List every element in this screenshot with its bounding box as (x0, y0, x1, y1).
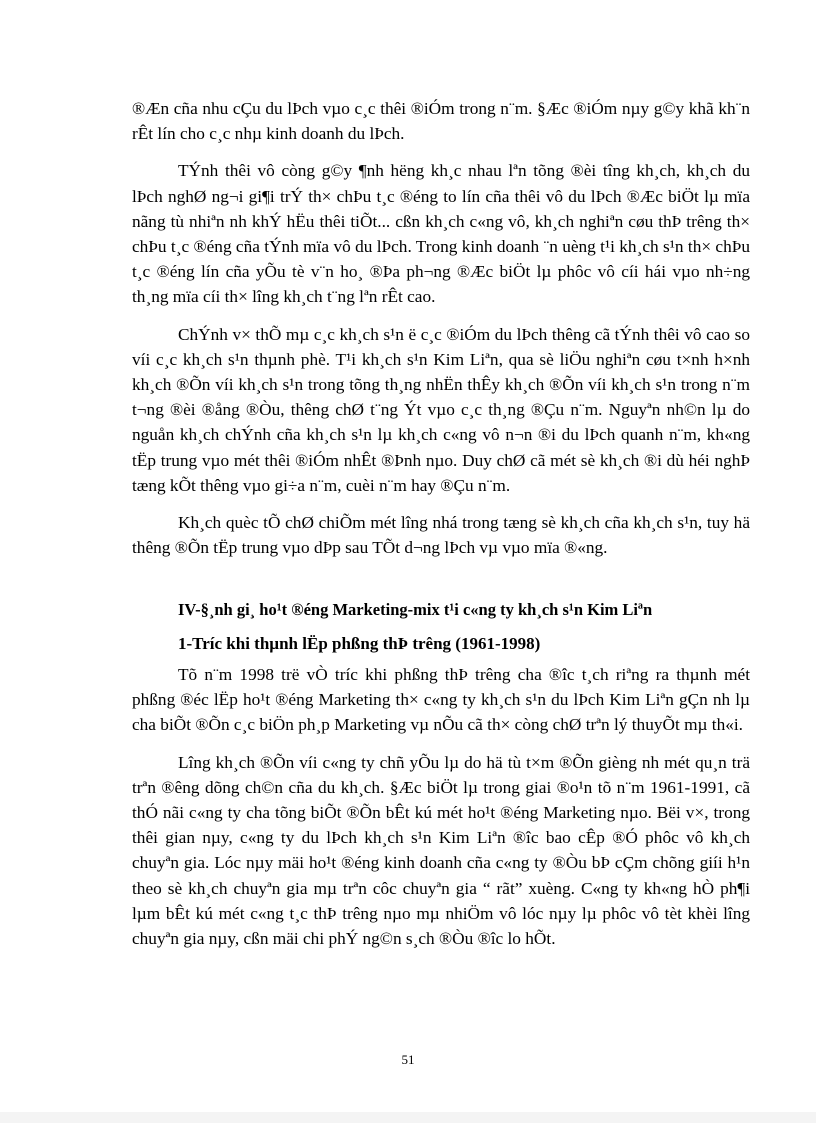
subheading-title: 1-Tríc khi thµnh lËp phßng thÞ trêng (178, 634, 456, 653)
page-bottom-band (0, 1112, 816, 1123)
subheading (178, 634, 738, 654)
paragraph-2: TÝnh thêi vô còng g©y ¶nh hëng kh¸c nhau lªn tõng ®èi tîng kh¸ch, kh¸ch du lÞch nghØ ng¬i gi¶i trÝ th× chÞu t¸c ®éng to lín cña thêi vô du lÞch ®Æc biÖt lµ mïa nãng tù nhiªn nh khÝ hËu thêi tiÕt... cßn kh¸ch c«ng vô, kh¸ch nghiªn cøu thÞ trêng th× chÞu t¸c ®éng cña tÝnh mïa vô du lÞch. Trong kinh doanh ¨n uèng t¹i kh¸ch s¹n th× chÞu t¸c ®éng lín cña yÕu tè v¨n ho¸ ®Þa ph¬ng ®Æc biÖt lµ phôc vô cíi hái vµo nh÷ng th¸ng mïa cíi th× lîng kh¸ch t¨ng lªn rÊt cao. (132, 161, 750, 307)
paragraph-5: Tõ n¨m 1998 trë vÒ tríc khi phßng thÞ trêng cha ®îc t¸ch riªng ra thµnh mét phßng ®éc lËp ho¹t ®éng Marketing th× c«ng ty kh¸ch s¹n du lÞch Kim Liªn gÇn nh lµ cha biÕt ®Õn c¸c biÖn ph¸p Marketing vµ nÕu cã th× còng chØ trªn lý thuyÕt mµ th«i. (132, 665, 750, 735)
section-heading: IV-§¸nh gi¸ ho¹t ®éng Marketing-mix t¹i c«ng ty kh¸ch s¹n Kim Liªn (178, 600, 653, 619)
subheading-years: (1961-1998) (455, 634, 541, 653)
body-text-bottom (132, 662, 750, 963)
page-number: 51 (401, 1052, 415, 1067)
paragraph-3: ChÝnh v× thÕ mµ c¸c kh¸ch s¹n ë c¸c ®iÓm du lÞch thêng cã tÝnh thêi vô cao so víi c¸c kh¸ch s¹n thµnh phè. T¹i kh¸ch s¹n Kim Liªn, qua sè liÖu nghiªn cøu t×nh h×nh kh¸ch ®Õn víi kh¸ch s¹n trong tõng th¸ng nhËn thÊy kh¸ch ®Õn víi kh¸ch s¹n trong n¨m t¬ng ®èi ®ång ®Òu, thêng chØ t¨ng Ýt vµo c¸c th¸ng ®Çu n¨m. Nguyªn nh©n lµ do nguån kh¸ch chÝnh cña kh¸ch s¹n lµ kh¸ch c«ng vô n¬n ®i du lÞch quanh n¨m, kh«ng tËp trung vµo mét thêi ®iÓm nhÊt ®Þnh nµo. Duy chØ cã mét sè kh¸ch ®i dù héi nghÞ tæng kÕt thêng vµo gi÷a n¨m, cuèi n¨m hay ®Çu n¨m. (132, 324, 750, 495)
body-text-top (132, 96, 750, 572)
paragraph-6: Lîng kh¸ch ®Õn víi c«ng ty chñ yÕu lµ do hä tù t×m ®Õn gièng nh mét qu¸n trä trªn ®êng dõng ch©n cña du kh¸ch. §Æc biÖt lµ trong giai ®o¹n tõ n¨m 1961-1991, cã thÓ nãi c«ng ty cha tõng biÕt ®Õn bÊt kú mét ho¹t ®éng Marketing nµo. Bëi v×, trong thêi gian nµy, c«ng ty du lÞch kh¸ch s¹n Kim Liªn ®îc bao cÊp ®Ó phôc vô kh¸ch chuyªn gia. Lóc nµy mäi ho¹t ®éng kinh doanh cña c«ng ty ®Òu bÞ cÇm chõng giíi h¹n theo sè kh¸ch chuyªn gia mµ trªn côc chuyªn gia “ rãt” xuèng. C«ng ty kh«ng hÒ ph¶i lµm bÊt kú mét c«ng t¸c thÞ trêng nµo mµ nhiÖm vô lóc nµy lµ phôc vô tèt khèi lîng chuyªn gia nµy, cßn mäi chi phÝ ng©n s¸ch ®Òu ®îc lo hÕt. (132, 752, 750, 949)
paragraph-1: ®Æn cña nhu cÇu du lÞch vµo c¸c thêi ®iÓm trong n¨m. §Æc ®iÓm nµy g©y khã kh¨n rÊt lín cho c¸c nhµ kinh doanh du lÞch. (132, 99, 750, 144)
paragraph-4: Kh¸ch quèc tÕ chØ chiÕm mét lîng nhá trong tæng sè kh¸ch cña kh¸ch s¹n, tuy hä thêng ®Õn tËp trung vµo dÞp sau TÕt d¬ng lÞch vµ vµo mïa ®«ng. (132, 513, 750, 558)
